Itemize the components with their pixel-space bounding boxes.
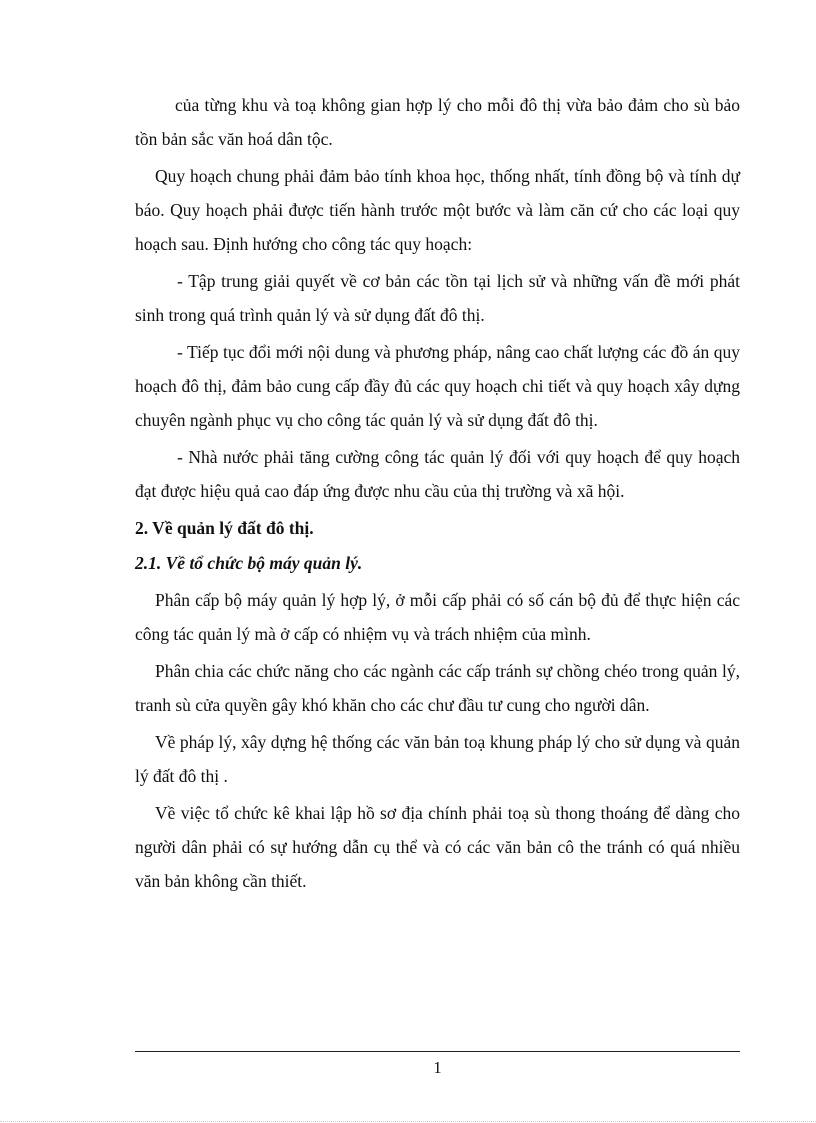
bullet-renew-methods: - Tiếp tục đổi mới nội dung và phương pháp, nâng cao chất lượng các đồ án quy hoạch đô thị, đảm bảo cung cấp đầy đủ các quy hoạch chi tiết và quy hoạch xây dựng chuyên ngành phục vụ cho công tác quản lý và sử dụng đất đô thị.: [135, 342, 740, 430]
section-heading: 2. Về quản lý đất đô thị.: [135, 518, 314, 538]
paragraph-cadastral-records: Về việc tổ chức kê khai lập hồ sơ địa chính phải toạ sù thong thoáng để dàng cho người dân phải có sự hướng dẫn cụ thể và có các văn bản cô the tránh có quá nhiều văn bản không cần thiết.: [135, 803, 740, 891]
bullet-state-management: - Nhà nước phải tăng cường công tác quản lý đối với quy hoạch để quy hoạch đạt được hiệu quả cao đáp ứng được nhu cầu của thị trường và xã hội.: [135, 447, 740, 501]
document-body: [135, 88, 740, 898]
subsection-heading: 2.1. Về tổ chức bộ máy quản lý.: [135, 553, 363, 573]
bullet-resolve-issues: - Tập trung giải quyết về cơ bản các tồn tại lịch sử và những vấn đề mới phát sinh trong quá trình quản lý và sử dụng đất đô thị.: [135, 271, 740, 325]
paragraph-general-planning: Quy hoạch chung phải đảm bảo tính khoa học, thống nhất, tính đồng bộ và tính dự báo. Quy hoạch phải được tiến hành trước một bước và làm căn cứ cho các loại quy hoạch sau. Định hướng cho công tác quy hoạch:: [135, 166, 740, 254]
paragraph-continuation: của từng khu và toạ không gian hợp lý cho mỗi đô thị vừa bảo đảm cho sù bảo tồn bản sắc văn hoá dân tộc.: [135, 95, 740, 149]
paragraph-legal-framework: Về pháp lý, xây dựng hệ thống các văn bản toạ khung pháp lý cho sử dụng và quản lý đất đô thị .: [135, 732, 740, 786]
footer-divider: [135, 1051, 740, 1052]
page-bottom-edge: [0, 1121, 816, 1122]
paragraph-function-division: Phân chia các chức năng cho các ngành các cấp tránh sự chồng chéo trong quản lý, tranh sù cửa quyền gây khó khăn cho các chư đầu tư cung cho người dân.: [135, 661, 740, 715]
page-number: 1: [433, 1058, 442, 1077]
paragraph-apparatus-levels: Phân cấp bộ máy quản lý hợp lý, ở mỗi cấp phải có số cán bộ đủ để thực hiện các công tác quản lý mà ở cấp có nhiệm vụ và trách nhiệm của mình.: [135, 590, 740, 644]
